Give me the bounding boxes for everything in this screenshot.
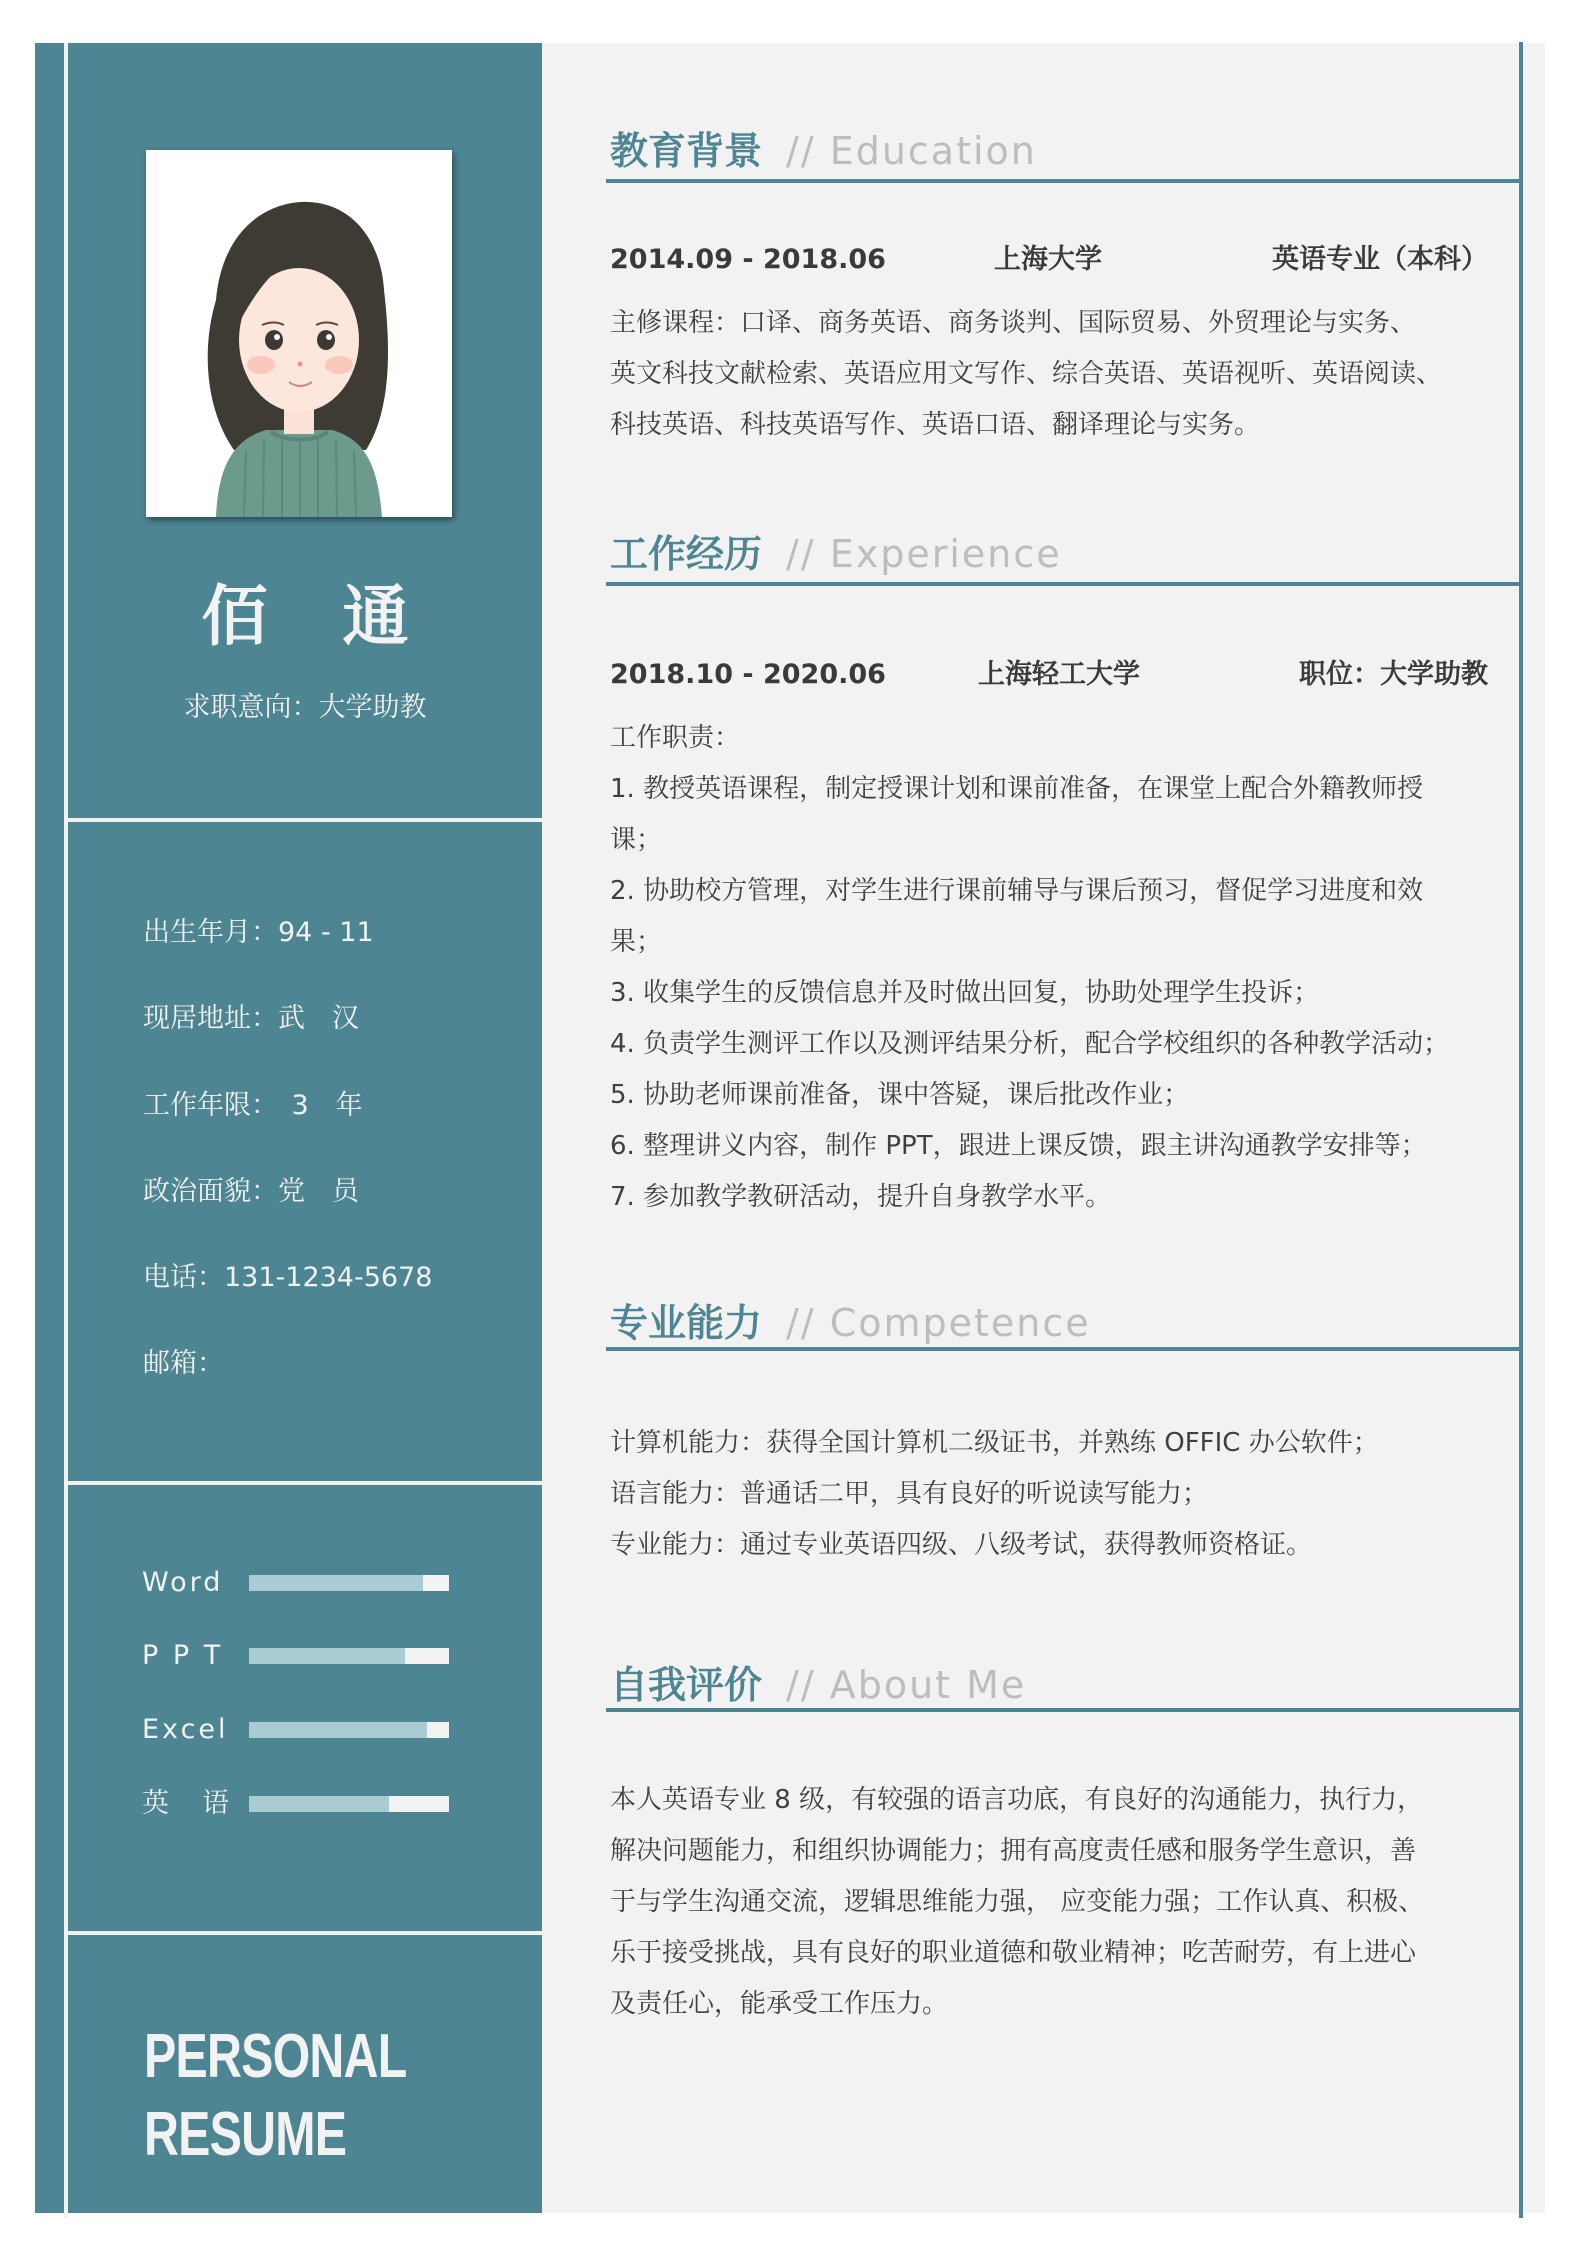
heading-cn: 专业能力 xyxy=(610,1301,763,1345)
job-intent: 求职意向：大学助教 xyxy=(183,692,427,723)
competence-list xyxy=(610,1418,1492,1571)
heading-en: // About Me xyxy=(786,1663,1027,1707)
text-line: 计算机能力：获得全国计算机二级证书，并熟练 OFFIC 办公软件； xyxy=(610,1428,1379,1458)
text-line: 3. 收集学生的反馈信息并及时做出回复，协助处理学生投诉； xyxy=(610,978,1320,1008)
sidebar-divider xyxy=(68,1931,542,1935)
heading-en: // Experience xyxy=(786,532,1062,576)
section-underline xyxy=(606,582,1523,586)
heading-cn: 工作经历 xyxy=(610,532,763,576)
education-courses xyxy=(610,298,1492,451)
section-heading-about xyxy=(610,1654,1026,1709)
education-row xyxy=(610,240,1490,280)
text-line: 果； xyxy=(610,927,663,957)
personal-resume-banner xyxy=(144,2018,406,2174)
skill-bar-word xyxy=(249,1575,449,1591)
text-line: 科技英语、科技英语写作、英语口语、翻译理论与实务。 xyxy=(610,410,1261,440)
skill-fill xyxy=(249,1796,389,1812)
skill-bar-ppt xyxy=(249,1648,449,1664)
text-line: 5. 协助老师课前准备，课中答疑，课后批改作业； xyxy=(610,1080,1190,1110)
experience-position: 职位：大学助教 xyxy=(1299,659,1488,690)
info-phone: 电话：131-1234-5678 xyxy=(143,1262,433,1293)
text-line: 6. 整理讲义内容，制作 PPT，跟进上课反馈，跟主讲沟通教学安排等； xyxy=(610,1131,1427,1161)
heading-en: // Competence xyxy=(786,1301,1091,1345)
text-line: 2. 协助校方管理，对学生进行课前辅导与课后预习，督促学习进度和效 xyxy=(610,876,1424,906)
skill-label-english: 英 语 xyxy=(142,1788,232,1819)
text-line: 专业能力：通过专业英语四级、八级考试，获得教师资格证。 xyxy=(610,1530,1313,1560)
text-line: 乐于接受挑战，具有良好的职业道德和敬业精神；吃苦耐劳，有上进心 xyxy=(610,1938,1417,1968)
about-text xyxy=(610,1775,1492,2030)
text-line: 课； xyxy=(610,825,663,855)
experience-period: 2018.10 - 2020.06 xyxy=(610,659,886,690)
experience-duties xyxy=(610,713,1492,1223)
education-school: 上海大学 xyxy=(994,244,1102,275)
text-line: 于与学生沟通交流，逻辑思维能力强， 应变能力强；工作认真、积极、 xyxy=(610,1887,1425,1917)
banner-line-1: PERSONAL xyxy=(144,2022,407,2091)
section-underline xyxy=(606,179,1523,183)
text-line: 4. 负责学生测评工作以及测评结果分析，配合学校组织的各种教学活动； xyxy=(610,1029,1450,1059)
avatar-illustration-icon xyxy=(146,150,452,517)
left-accent-strip xyxy=(35,43,64,2213)
heading-en: // Education xyxy=(786,129,1037,173)
profile-photo xyxy=(146,150,452,517)
skill-label-ppt: P P T xyxy=(142,1640,224,1671)
section-heading-experience xyxy=(610,523,1062,578)
text-line: 及责任心，能承受工作压力。 xyxy=(610,1989,949,2019)
education-period: 2014.09 - 2018.06 xyxy=(610,244,886,275)
info-work-years: 工作年限： 3 年 xyxy=(143,1090,363,1121)
candidate-name: 佰 通 xyxy=(201,578,435,655)
skill-bar-english xyxy=(249,1796,449,1812)
experience-row xyxy=(610,655,1490,695)
text-line: 1. 教授英语课程，制定授课计划和课前准备，在课堂上配合外籍教师授 xyxy=(610,774,1424,804)
info-birth: 出生年月：94 - 11 xyxy=(143,917,374,948)
skill-fill xyxy=(249,1722,427,1738)
info-address: 现居地址：武 汉 xyxy=(143,1003,359,1034)
text-line: 7. 参加教学教研活动，提升自身教学水平。 xyxy=(610,1182,1112,1212)
section-heading-competence xyxy=(610,1292,1091,1347)
sidebar-divider xyxy=(68,818,542,822)
skill-label-word: Word xyxy=(142,1567,224,1598)
heading-cn: 教育背景 xyxy=(610,129,763,173)
heading-cn: 自我评价 xyxy=(610,1663,763,1707)
text-line: 工作职责： xyxy=(610,723,741,753)
experience-company: 上海轻工大学 xyxy=(978,659,1140,690)
info-email: 邮箱： xyxy=(143,1348,224,1379)
right-accent-line xyxy=(1519,42,1523,2218)
section-underline xyxy=(606,1708,1523,1712)
section-heading-education xyxy=(610,120,1037,175)
skill-label-excel: Excel xyxy=(142,1714,229,1745)
skill-fill xyxy=(249,1575,423,1591)
text-line: 本人英语专业 8 级，有较强的语言功底，有良好的沟通能力，执行力， xyxy=(610,1785,1424,1815)
skill-fill xyxy=(249,1648,405,1664)
sidebar-divider xyxy=(68,1481,542,1485)
text-line: 主修课程：口译、商务英语、商务谈判、国际贸易、外贸理论与实务、 xyxy=(610,308,1417,338)
section-underline xyxy=(606,1347,1523,1351)
banner-line-2: RESUME xyxy=(144,2100,347,2169)
education-major: 英语专业（本科） xyxy=(1272,244,1488,275)
text-line: 语言能力：普通话二甲，具有良好的听说读写能力； xyxy=(610,1479,1209,1509)
info-political: 政治面貌：党 员 xyxy=(143,1176,359,1207)
skill-bar-excel xyxy=(249,1722,449,1738)
text-line: 解决问题能力，和组织协调能力；拥有高度责任感和服务学生意识，善 xyxy=(610,1836,1417,1866)
text-line: 英文科技文献检索、英语应用文写作、综合英语、英语视听、英语阅读、 xyxy=(610,359,1443,389)
